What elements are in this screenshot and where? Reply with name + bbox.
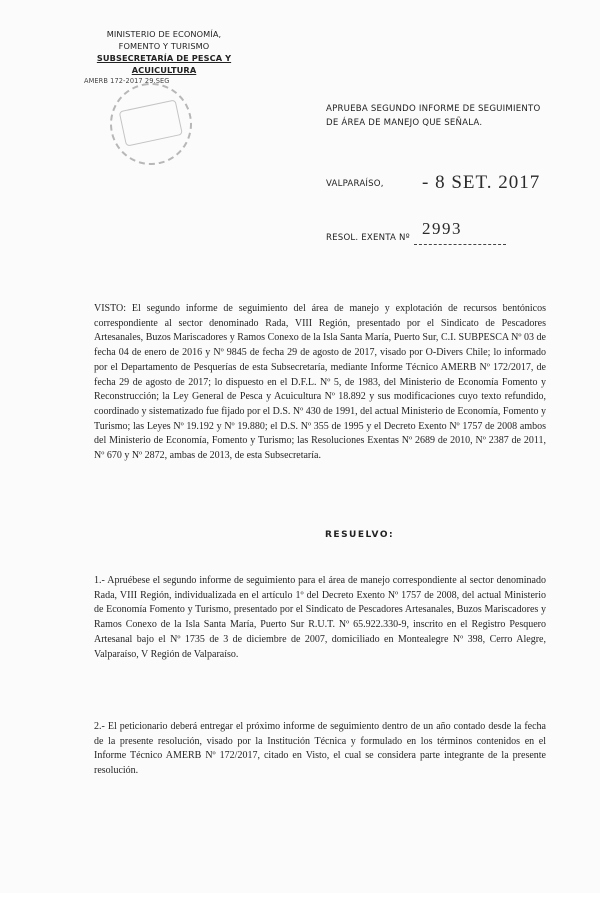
resolutivo-1-paragraph: 1.- Apruébese el segundo informe de seguimiento para el área de manejo correspondiente al sector denominado Rada, VIII Región, individualizada en el artículo 1º del Decreto Exento Nº 1757 de 2008, del actual Ministerio de Economía Fomento y Turismo, presentado por el Sindicato de Pescadores Artesanales, Buzos Mariscadores y Ramos Conexo de la Isla Santa María, Puerto Sur R.U.T. Nº 65.922.330-9, inscrito en el Registro Pesquero Artesanal bajo el Nº 1735 de 3 de diciembre de 2007, domiciliado en Montealegre Nº 398, Cerro Alegre, Valparaíso, V Región de Valparaíso.: [94, 575, 546, 660]
reference-code: AMERB 172-2017 29.SEG: [84, 77, 170, 85]
ministry-name-cont: FOMENTO Y TURISMO: [118, 41, 210, 51]
title-line-1: APRUEBA SEGUNDO INFORME DE SEGUIMIENTO: [326, 104, 541, 114]
resuelvo-heading: RESUELVO:: [325, 530, 395, 540]
date-line: [326, 170, 586, 200]
page-bottom-margin: [0, 893, 600, 918]
number-underline: [414, 244, 506, 245]
resolutivo-2-paragraph: 2.- El peticionario deberá entregar el próximo informe de seguimiento dentro de un año contado desde la fecha de la presente resolución, visado por la Institución Técnica y formulado en los términos contenidos en el Informe Técnico AMERB Nº 172/2017, citado en Visto, el cual se considera parte integrante de la presente resolución.: [94, 721, 546, 777]
title-line-2: DE ÁREA DE MANEJO QUE SEÑALA.: [326, 118, 483, 128]
stamp-inner-box: [119, 99, 183, 146]
ministry-name: MINISTERIO DE ECONOMÍA,: [106, 29, 222, 39]
place-label: VALPARAÍSO,: [326, 179, 384, 189]
letterhead: [64, 28, 264, 86]
resolution-number: 2993: [422, 219, 462, 238]
stamped-date: - 8 SET. 2017: [422, 172, 541, 193]
official-stamp: [102, 75, 199, 172]
document-title: [326, 102, 576, 130]
visto-paragraph: VISTO: El segundo informe de seguimiento del área de manejo y explotación de recursos bentónicos correspondiente al sector denominado Rada, VIII Región, presentado por el Sindicato de Pescadores Artesanales, Buzos Mariscadores y Ramos Conexo de la Isla Santa María, Puerto Sur, C.I. SUBPESCA Nº 03 de fecha 04 de enero de 2016 y Nº 9845 de fecha 29 de agosto de 2017, visado por O-Divers Chile; lo informado por el Departamento de Pesquerías de esta Subsecretaría, mediante Informe Técnico AMERB Nº 172/2017, de fecha 29 de agosto de 2017; lo dispuesto en el D.F.L. Nº 5, de 1983, del Ministerio de Economía Fomento y Reconstrucción; la Ley General de Pesca y Acuicultura Nº 18.892 y sus modificaciones cuyo texto refundido, coordinado y sistematizado fue fijado por el D.S. Nº 430 de 1991, del actual Ministerio de Economía, Fomento y Turismo; las Leyes Nº 19.192 y Nº 19.880; el D.S. Nº 355 de 1995 y el Decreto Exento Nº 1757 de 2008 ambos del Ministerio de Economía, Fomento y Turismo; las Resoluciones Exentas Nº 2689 de 2010, Nº 2387 de 2011, Nº 670 y Nº 2872, ambas de 2013, de esta Subsecretaría.: [94, 303, 546, 462]
subsecretaria-name: SUBSECRETARÍA DE PESCA Y ACUICULTURA: [96, 53, 232, 75]
resolution-label: RESOL. EXENTA Nº: [326, 233, 410, 243]
resolution-number-line: [326, 219, 586, 252]
